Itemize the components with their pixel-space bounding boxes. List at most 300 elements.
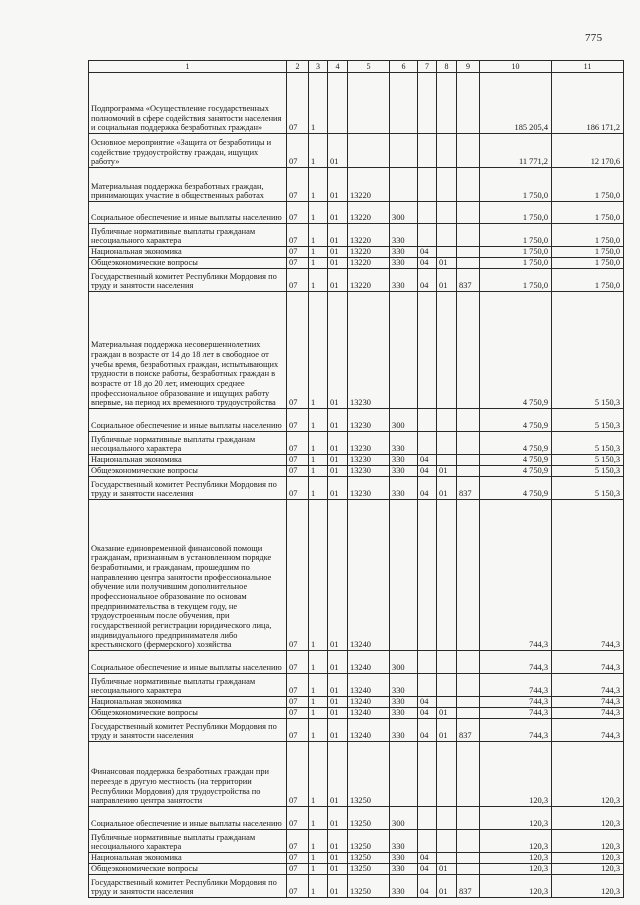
- row-name: Общеэкономические вопросы: [89, 708, 287, 719]
- code-9: [457, 292, 480, 409]
- code-9: [457, 168, 480, 202]
- code-2: 07: [287, 853, 309, 864]
- code-3: 1: [309, 719, 328, 742]
- table-row: [89, 651, 624, 674]
- col-header-10: 10: [480, 61, 552, 73]
- code-8: 01: [437, 719, 457, 742]
- code-4: 01: [328, 719, 348, 742]
- code-7: 04: [418, 247, 437, 258]
- code-5: 13250: [348, 875, 390, 898]
- row-name: Социальное обеспечение и иные выплаты населению: [89, 807, 287, 830]
- code-4: 01: [328, 466, 348, 477]
- row-name: Национальная экономика: [89, 455, 287, 466]
- code-9: 837: [457, 269, 480, 292]
- code-2: 07: [287, 651, 309, 674]
- table-row: [89, 202, 624, 224]
- code-7: 04: [418, 455, 437, 466]
- code-3: 1: [309, 864, 328, 875]
- table-row: [89, 719, 624, 742]
- amount-11: 1 750,0: [552, 247, 624, 258]
- code-5: 13230: [348, 466, 390, 477]
- table-row: [89, 697, 624, 708]
- amount-10: 4 750,9: [480, 292, 552, 409]
- code-3: 1: [309, 224, 328, 247]
- code-5: [348, 73, 390, 134]
- code-8: 01: [437, 477, 457, 500]
- col-header-8: 8: [437, 61, 457, 73]
- budget-table: [88, 60, 624, 898]
- code-4: 01: [328, 258, 348, 269]
- code-7: 04: [418, 477, 437, 500]
- table-row: [89, 432, 624, 455]
- amount-10: 1 750,0: [480, 247, 552, 258]
- col-header-4: 4: [328, 61, 348, 73]
- row-name: Подпрограмма «Осуществление государственных полномочий в сфере содействия занятости населения и социальная поддержка безработных граждан»: [89, 73, 287, 134]
- row-name: Публичные нормативные выплаты гражданам несоциального характера: [89, 224, 287, 247]
- code-9: [457, 224, 480, 247]
- amount-11: 1 750,0: [552, 258, 624, 269]
- code-5: 13240: [348, 697, 390, 708]
- code-5: 13230: [348, 292, 390, 409]
- code-4: 01: [328, 224, 348, 247]
- row-name: Основное мероприятие «Защита от безработицы и содействие трудоустройству граждан, ищущих работу»: [89, 134, 287, 168]
- code-3: 1: [309, 258, 328, 269]
- code-4: 01: [328, 168, 348, 202]
- code-2: 07: [287, 168, 309, 202]
- code-6: 330: [390, 477, 418, 500]
- code-4: 01: [328, 432, 348, 455]
- code-3: 1: [309, 269, 328, 292]
- amount-11: 120,3: [552, 864, 624, 875]
- row-name: Социальное обеспечение и иные выплаты населению: [89, 409, 287, 432]
- code-8: 01: [437, 708, 457, 719]
- code-2: 07: [287, 432, 309, 455]
- row-name: Публичные нормативные выплаты гражданам несоциального характера: [89, 830, 287, 853]
- code-7: [418, 134, 437, 168]
- code-2: 07: [287, 466, 309, 477]
- code-8: [437, 697, 457, 708]
- code-5: 13250: [348, 807, 390, 830]
- code-5: 13230: [348, 455, 390, 466]
- amount-10: 4 750,9: [480, 455, 552, 466]
- code-3: 1: [309, 674, 328, 697]
- code-7: [418, 807, 437, 830]
- code-9: [457, 697, 480, 708]
- code-3: 1: [309, 477, 328, 500]
- code-9: 837: [457, 719, 480, 742]
- code-5: 13240: [348, 719, 390, 742]
- code-6: 330: [390, 830, 418, 853]
- col-header-3: 3: [309, 61, 328, 73]
- amount-11: 5 150,3: [552, 409, 624, 432]
- row-name: Государственный комитет Республики Мордовия по труду и занятости населения: [89, 477, 287, 500]
- code-7: 04: [418, 853, 437, 864]
- code-4: 01: [328, 292, 348, 409]
- code-4: 01: [328, 742, 348, 807]
- code-2: 07: [287, 269, 309, 292]
- code-8: [437, 853, 457, 864]
- code-8: 01: [437, 258, 457, 269]
- code-6: 330: [390, 853, 418, 864]
- code-3: 1: [309, 202, 328, 224]
- code-3: 1: [309, 466, 328, 477]
- code-8: [437, 73, 457, 134]
- row-name: Национальная экономика: [89, 247, 287, 258]
- code-8: [437, 247, 457, 258]
- table-row: [89, 409, 624, 432]
- amount-10: 744,3: [480, 500, 552, 651]
- amount-11: 744,3: [552, 708, 624, 719]
- amount-11: 744,3: [552, 697, 624, 708]
- code-5: 13250: [348, 830, 390, 853]
- code-2: 07: [287, 258, 309, 269]
- code-9: [457, 651, 480, 674]
- col-header-9: 9: [457, 61, 480, 73]
- code-8: 01: [437, 466, 457, 477]
- amount-11: 5 150,3: [552, 432, 624, 455]
- code-8: [437, 432, 457, 455]
- amount-11: 744,3: [552, 719, 624, 742]
- code-6: 330: [390, 269, 418, 292]
- code-8: [437, 134, 457, 168]
- code-2: 07: [287, 500, 309, 651]
- code-2: 07: [287, 224, 309, 247]
- table-row: [89, 134, 624, 168]
- code-7: 04: [418, 875, 437, 898]
- code-6: 300: [390, 409, 418, 432]
- amount-10: 4 750,9: [480, 409, 552, 432]
- amount-10: 1 750,0: [480, 224, 552, 247]
- code-2: 07: [287, 73, 309, 134]
- code-5: 13230: [348, 432, 390, 455]
- row-name: Публичные нормативные выплаты гражданам несоциального характера: [89, 432, 287, 455]
- code-5: 13220: [348, 258, 390, 269]
- amount-11: 120,3: [552, 742, 624, 807]
- col-header-2: 2: [287, 61, 309, 73]
- amount-10: 120,3: [480, 853, 552, 864]
- code-6: [390, 134, 418, 168]
- code-6: 330: [390, 697, 418, 708]
- row-name: Финансовая поддержка безработных граждан при переезде в другую местность (на территории Республики Мордовия) для трудоустройства по направлению центра занятости: [89, 742, 287, 807]
- amount-11: 1 750,0: [552, 168, 624, 202]
- table-row: [89, 830, 624, 853]
- code-4: 01: [328, 134, 348, 168]
- code-5: 13220: [348, 168, 390, 202]
- code-4: 01: [328, 697, 348, 708]
- table-row: [89, 168, 624, 202]
- code-2: 07: [287, 742, 309, 807]
- code-9: [457, 864, 480, 875]
- table-row: [89, 853, 624, 864]
- code-7: 04: [418, 258, 437, 269]
- code-4: 01: [328, 807, 348, 830]
- code-6: 330: [390, 466, 418, 477]
- code-9: [457, 258, 480, 269]
- code-8: [437, 651, 457, 674]
- row-name: Публичные нормативные выплаты гражданам несоциального характера: [89, 674, 287, 697]
- code-3: 1: [309, 807, 328, 830]
- code-4: [328, 73, 348, 134]
- code-6: 300: [390, 807, 418, 830]
- amount-10: 185 205,4: [480, 73, 552, 134]
- code-7: 04: [418, 466, 437, 477]
- table-row: [89, 500, 624, 651]
- row-name: Государственный комитет Республики Мордовия по труду и занятости населения: [89, 719, 287, 742]
- code-7: 04: [418, 719, 437, 742]
- code-9: [457, 202, 480, 224]
- code-9: [457, 466, 480, 477]
- code-7: [418, 432, 437, 455]
- code-5: 13220: [348, 269, 390, 292]
- amount-10: 744,3: [480, 719, 552, 742]
- code-3: 1: [309, 432, 328, 455]
- code-2: 07: [287, 409, 309, 432]
- code-6: 330: [390, 719, 418, 742]
- code-6: [390, 168, 418, 202]
- amount-10: 1 750,0: [480, 202, 552, 224]
- amount-10: 120,3: [480, 742, 552, 807]
- table-row: [89, 247, 624, 258]
- code-2: 07: [287, 697, 309, 708]
- page-number: 775: [585, 32, 603, 44]
- amount-11: 1 750,0: [552, 269, 624, 292]
- code-8: 01: [437, 269, 457, 292]
- code-8: [437, 500, 457, 651]
- table-row: [89, 455, 624, 466]
- code-8: [437, 409, 457, 432]
- table-row: [89, 224, 624, 247]
- code-6: 330: [390, 708, 418, 719]
- table-row: [89, 875, 624, 898]
- code-5: 13250: [348, 742, 390, 807]
- code-6: 330: [390, 875, 418, 898]
- col-header-7: 7: [418, 61, 437, 73]
- code-5: 13220: [348, 202, 390, 224]
- code-4: 01: [328, 269, 348, 292]
- code-4: 01: [328, 409, 348, 432]
- code-4: 01: [328, 500, 348, 651]
- code-2: 07: [287, 830, 309, 853]
- code-9: [457, 742, 480, 807]
- code-2: 07: [287, 202, 309, 224]
- code-9: [457, 500, 480, 651]
- code-2: 07: [287, 875, 309, 898]
- code-2: 07: [287, 719, 309, 742]
- header-row: [89, 61, 624, 73]
- amount-11: 1 750,0: [552, 224, 624, 247]
- code-7: 04: [418, 697, 437, 708]
- code-6: 330: [390, 258, 418, 269]
- row-name: Национальная экономика: [89, 697, 287, 708]
- code-9: [457, 432, 480, 455]
- code-2: 07: [287, 292, 309, 409]
- code-6: 300: [390, 202, 418, 224]
- table-row: [89, 73, 624, 134]
- code-3: 1: [309, 830, 328, 853]
- row-name: Социальное обеспечение и иные выплаты населению: [89, 202, 287, 224]
- code-5: 13240: [348, 708, 390, 719]
- code-8: [437, 202, 457, 224]
- code-2: 07: [287, 455, 309, 466]
- code-9: [457, 853, 480, 864]
- row-name: Оказание единовременной финансовой помощи гражданам, признанным в установленном порядке безработными, и гражданам, прошедшим по направлению центра занятости профессиональное обучение или получившим дополнительное профессиональное образование по основам предпринимательства в текущем году, не трудоустроенным после обучения, при государственной регистрации юридического лица, индивидуального предпринимателя либо крестьянского (фермерского) хозяйства: [89, 500, 287, 651]
- code-4: 01: [328, 651, 348, 674]
- table-row: [89, 258, 624, 269]
- amount-10: 4 750,9: [480, 466, 552, 477]
- table-row: [89, 466, 624, 477]
- code-8: [437, 807, 457, 830]
- table-row: [89, 807, 624, 830]
- code-6: [390, 292, 418, 409]
- code-7: [418, 830, 437, 853]
- code-7: [418, 202, 437, 224]
- amount-10: 11 771,2: [480, 134, 552, 168]
- amount-10: 120,3: [480, 807, 552, 830]
- code-2: 07: [287, 674, 309, 697]
- code-8: 01: [437, 875, 457, 898]
- code-3: 1: [309, 875, 328, 898]
- code-4: 01: [328, 477, 348, 500]
- code-7: 04: [418, 269, 437, 292]
- code-4: 01: [328, 674, 348, 697]
- amount-11: 5 150,3: [552, 466, 624, 477]
- code-7: [418, 651, 437, 674]
- code-7: [418, 409, 437, 432]
- code-5: 13220: [348, 224, 390, 247]
- amount-10: 1 750,0: [480, 258, 552, 269]
- code-7: [418, 742, 437, 807]
- row-name: Общеэкономические вопросы: [89, 258, 287, 269]
- code-3: 1: [309, 708, 328, 719]
- code-2: 07: [287, 864, 309, 875]
- code-6: 330: [390, 432, 418, 455]
- code-6: 300: [390, 651, 418, 674]
- amount-10: 1 750,0: [480, 168, 552, 202]
- code-4: 01: [328, 853, 348, 864]
- amount-11: 120,3: [552, 875, 624, 898]
- code-5: 13240: [348, 674, 390, 697]
- code-2: 07: [287, 134, 309, 168]
- code-5: 13230: [348, 477, 390, 500]
- row-name: Государственный комитет Республики Мордовия по труду и занятости населения: [89, 269, 287, 292]
- col-header-1: 1: [89, 61, 287, 73]
- amount-11: 744,3: [552, 674, 624, 697]
- amount-10: 120,3: [480, 830, 552, 853]
- amount-11: 186 171,2: [552, 73, 624, 134]
- amount-10: 120,3: [480, 864, 552, 875]
- amount-10: 744,3: [480, 651, 552, 674]
- code-9: [457, 134, 480, 168]
- code-9: [457, 807, 480, 830]
- amount-11: 12 170,6: [552, 134, 624, 168]
- code-3: 1: [309, 409, 328, 432]
- code-3: 1: [309, 697, 328, 708]
- code-5: 13230: [348, 409, 390, 432]
- code-9: [457, 247, 480, 258]
- amount-10: 120,3: [480, 875, 552, 898]
- row-name: Общеэкономические вопросы: [89, 864, 287, 875]
- amount-11: 5 150,3: [552, 455, 624, 466]
- amount-11: 744,3: [552, 500, 624, 651]
- code-5: 13240: [348, 500, 390, 651]
- table-row: [89, 269, 624, 292]
- code-4: 01: [328, 202, 348, 224]
- code-8: [437, 168, 457, 202]
- amount-10: 744,3: [480, 674, 552, 697]
- amount-10: 744,3: [480, 708, 552, 719]
- code-3: 1: [309, 73, 328, 134]
- amount-10: 744,3: [480, 697, 552, 708]
- amount-11: 120,3: [552, 830, 624, 853]
- row-name: Материальная поддержка безработных граждан, принимающих участие в общественных работах: [89, 168, 287, 202]
- amount-10: 4 750,9: [480, 432, 552, 455]
- code-4: 01: [328, 875, 348, 898]
- code-5: 13250: [348, 853, 390, 864]
- code-5: 13250: [348, 864, 390, 875]
- amount-11: 1 750,0: [552, 202, 624, 224]
- table-row: [89, 742, 624, 807]
- code-8: [437, 224, 457, 247]
- amount-11: 120,3: [552, 853, 624, 864]
- code-9: 837: [457, 477, 480, 500]
- code-7: [418, 500, 437, 651]
- amount-10: 4 750,9: [480, 477, 552, 500]
- code-7: 04: [418, 864, 437, 875]
- code-5: [348, 134, 390, 168]
- table-row: [89, 292, 624, 409]
- table-row: [89, 708, 624, 719]
- code-6: 330: [390, 674, 418, 697]
- code-6: 330: [390, 455, 418, 466]
- code-8: 01: [437, 864, 457, 875]
- code-8: [437, 455, 457, 466]
- amount-10: 1 750,0: [480, 269, 552, 292]
- col-header-6: 6: [390, 61, 418, 73]
- code-7: [418, 168, 437, 202]
- code-6: 330: [390, 864, 418, 875]
- amount-11: 5 150,3: [552, 477, 624, 500]
- code-3: 1: [309, 292, 328, 409]
- code-6: [390, 500, 418, 651]
- code-9: [457, 73, 480, 134]
- code-5: 13240: [348, 651, 390, 674]
- row-name: Государственный комитет Республики Мордовия по труду и занятости населения: [89, 875, 287, 898]
- code-3: 1: [309, 134, 328, 168]
- code-4: 01: [328, 830, 348, 853]
- row-name: Общеэкономические вопросы: [89, 466, 287, 477]
- code-7: 04: [418, 708, 437, 719]
- code-8: [437, 292, 457, 409]
- row-name: Национальная экономика: [89, 853, 287, 864]
- code-3: 1: [309, 247, 328, 258]
- code-6: 330: [390, 247, 418, 258]
- code-9: [457, 455, 480, 466]
- code-8: [437, 830, 457, 853]
- code-5: 13220: [348, 247, 390, 258]
- code-9: [457, 674, 480, 697]
- code-7: [418, 292, 437, 409]
- table-row: [89, 674, 624, 697]
- code-6: [390, 73, 418, 134]
- code-8: [437, 674, 457, 697]
- amount-11: 120,3: [552, 807, 624, 830]
- code-7: [418, 674, 437, 697]
- code-2: 07: [287, 247, 309, 258]
- amount-11: 744,3: [552, 651, 624, 674]
- code-2: 07: [287, 477, 309, 500]
- table-row: [89, 864, 624, 875]
- col-header-5: 5: [348, 61, 390, 73]
